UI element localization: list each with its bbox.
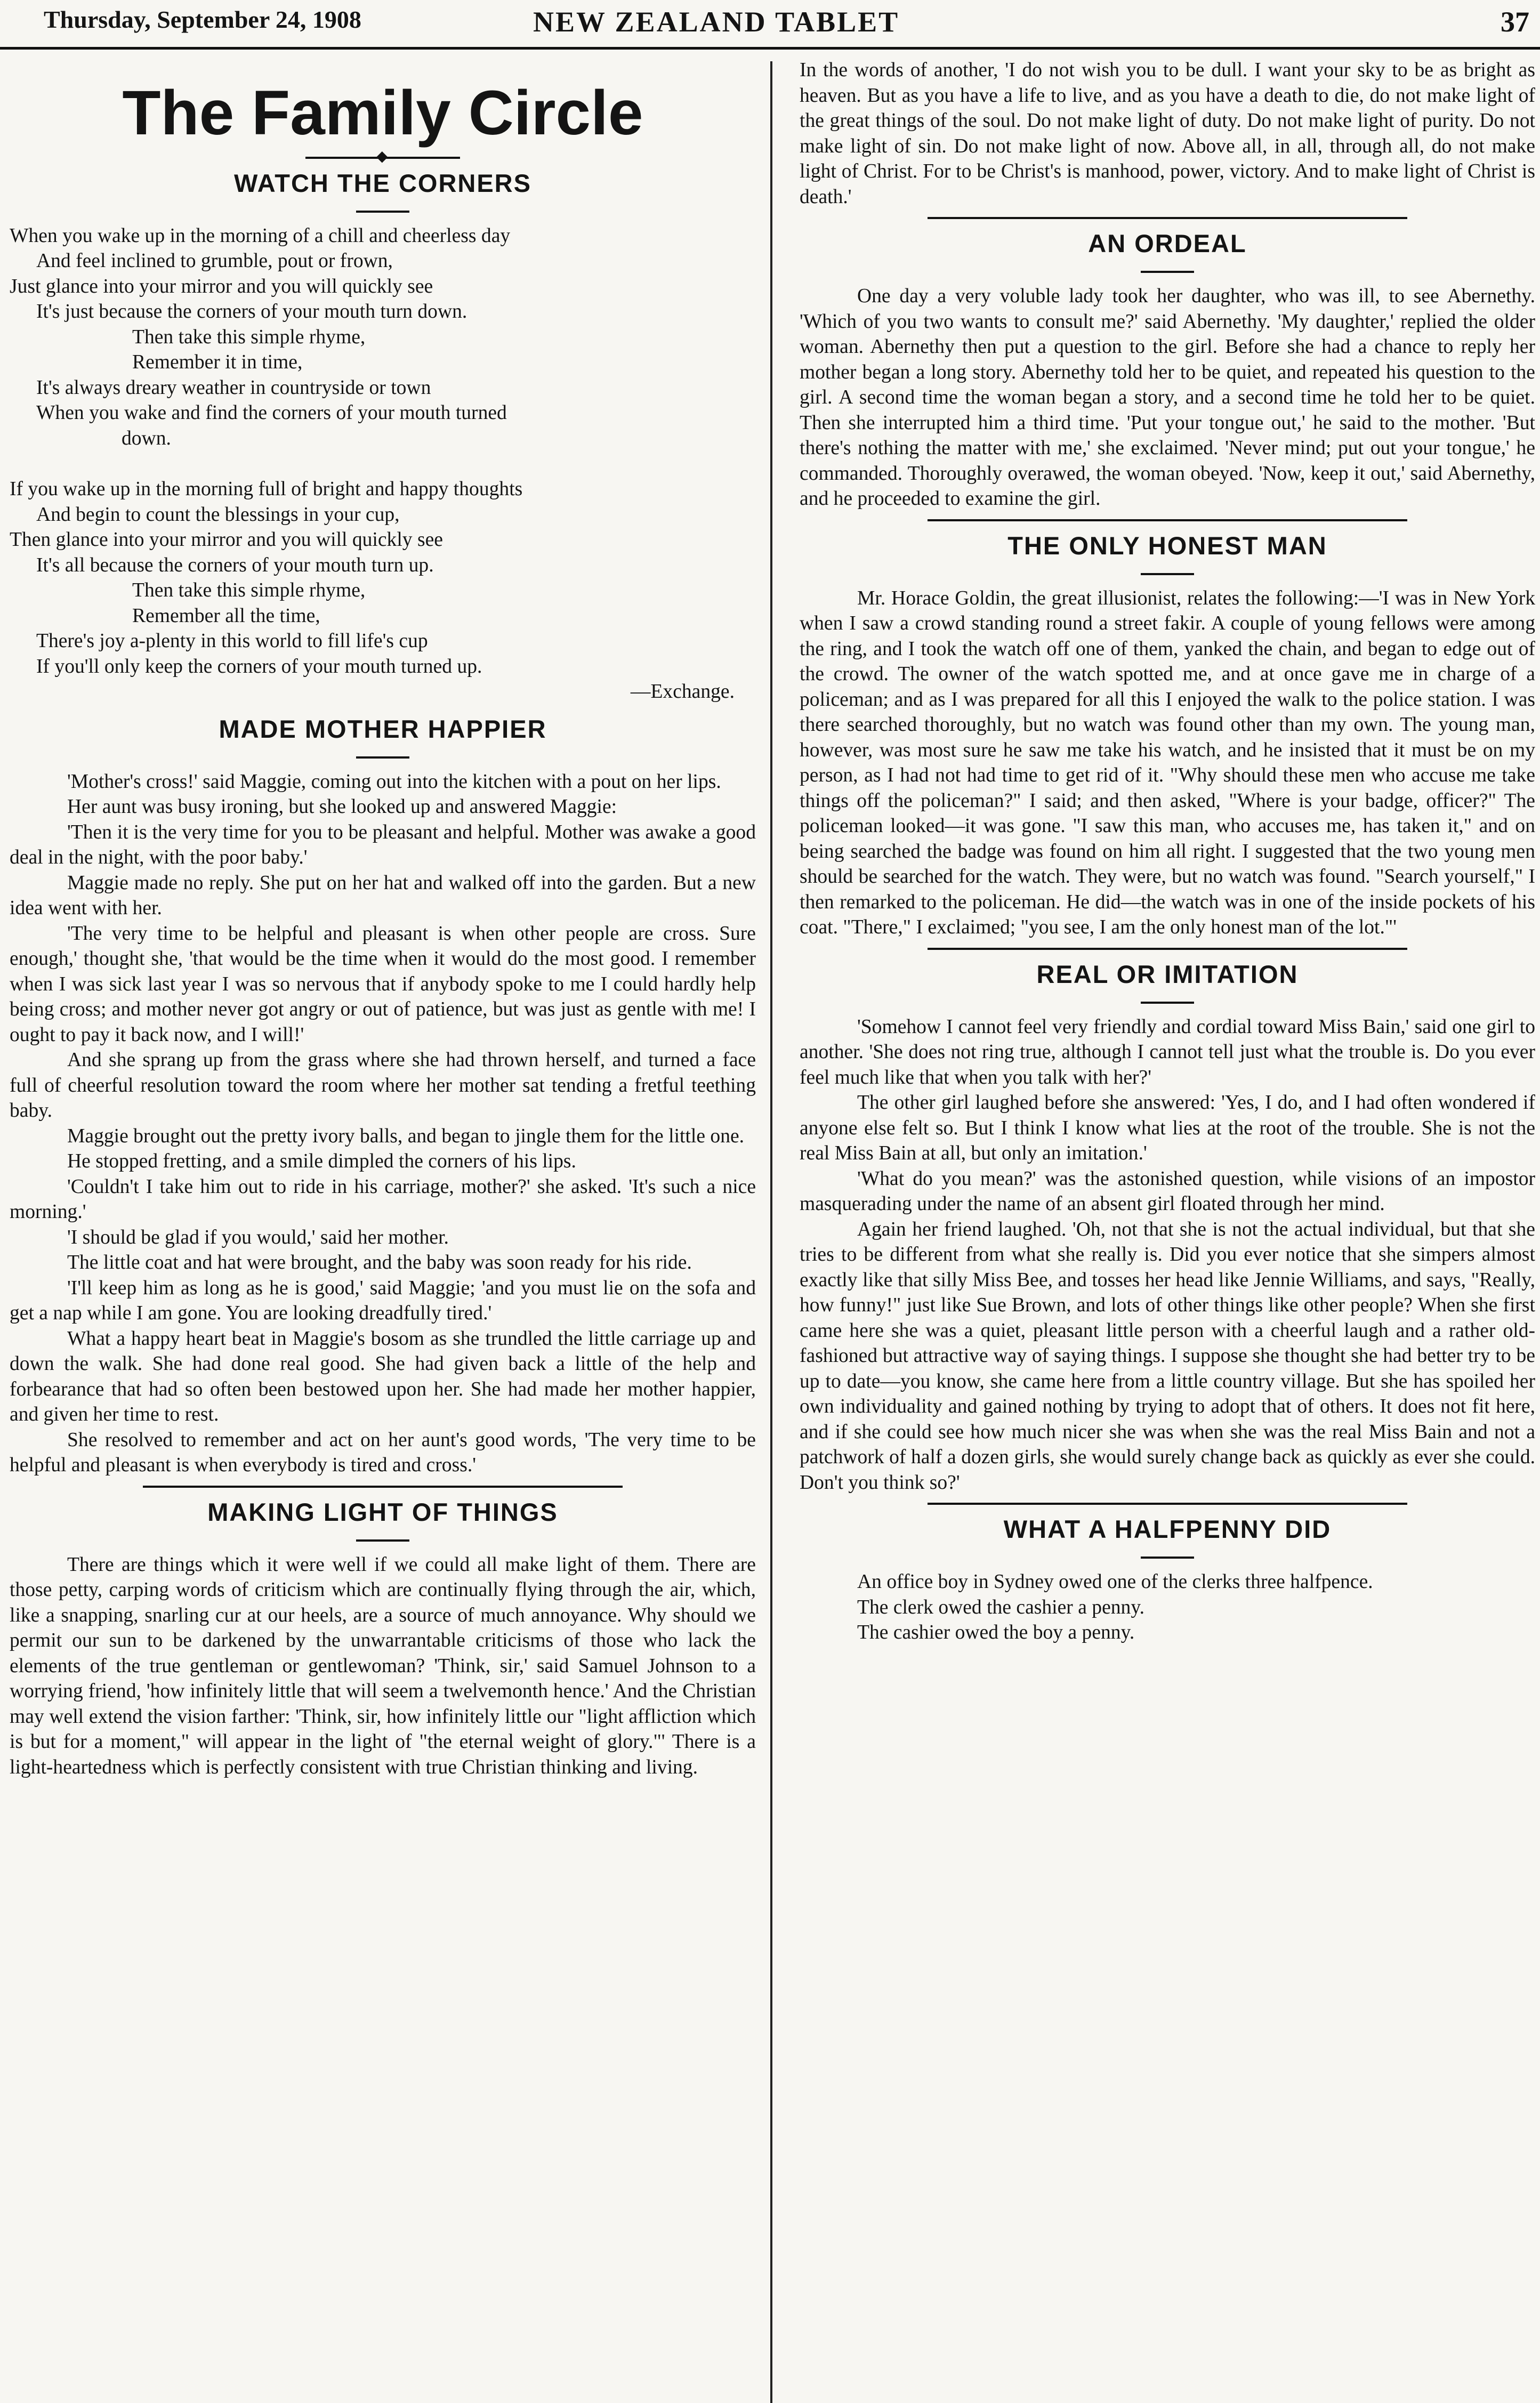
paragraph: Mr. Horace Goldin, the great illusionist, relates the following:—'I was in New York when I saw a crowd standing round a street fakir. A couple of young fellows were among the ring, and I took the watch off one of them, yanked the chain, and began to edge out of the crowd. The owner of the watch spotted me, and at once gave me in charge of a policeman; and as I was prepared for all this I enjoyed the walk to the police station. I was there searched thoroughly, but no watch was found other than my own. The young man, however, was most sure he saw me take his watch, and he insisted that it must be on my person, as I had not had time to get rid of it. "Why should these men who accuse me take things off the policeman?" I said; and then asked, "Where is your badge, officer?" The policeman looked—it was gone. "I saw this man, who accuses me, has taken it," and on being searched the badge was found on him all right. I suggested that the two young men should be searched for the watch. They were, but no watch was found. "Search yourself," I then remarked to the policeman. He did—the watch was in one of the inside pockets of his coat. "There," I exclaimed; "you see, I am the only honest man of the lot."' [800, 587, 1535, 938]
paragraph: Maggie brought out the pretty ivory balls, and began to jingle them for the little one. [67, 1125, 745, 1147]
left-column [10, 58, 756, 2403]
article-title-real-or-imitation: REAL OR IMITATION [1036, 959, 1299, 988]
section-rule [928, 217, 1407, 219]
paragraph: The other girl laughed before she answered: 'Yes, I do, and I had often wondered if anyone else felt so. But I think I know what lies at the root of the trouble. She is not the real Miss Bain at all, but only an imitation.' [800, 1092, 1535, 1164]
paragraph: 'Couldn't I take him out to ride in his carriage, mother?' she asked. 'It's such a nice morning.' [10, 1175, 756, 1223]
paragraph: She resolved to remember and act on her aunt's good words, 'The very time to be helpful and pleasant is when everybody is tired and cross.' [10, 1429, 756, 1477]
title-rule [1141, 573, 1194, 575]
page-number: 37 [1501, 6, 1529, 38]
title-rule [356, 756, 409, 759]
page-header [0, 0, 1540, 53]
paragraph: 'What do you mean?' was the astonished question, while visions of an impostor masquerading under the name of an absent girl floated through her mind. [800, 1167, 1535, 1215]
poem-line: Then take this simple rhyme, [132, 579, 366, 602]
poem-line: Remember all the time, [132, 604, 320, 627]
article-title-making-light-of-things: MAKING LIGHT OF THINGS [207, 1497, 558, 1526]
poem-line: And feel inclined to grumble, pout or frown, [36, 250, 393, 272]
paragraph: In the words of another, 'I do not wish you to be dull. I want your sky to be as bright as heaven. But as you have a life to live, and as you have a death to die, do not make light of the great things of the soul. Do not make light of duty. Do not make light of purity. Do not make light of sin. Do not make light of now. Above all, in all, through all, do not make light of Christ. For to be Christ's is manhood, power, victory. And to make light of Christ is death.' [800, 59, 1535, 208]
poem-line: If you wake up in the morning full of bright and happy thoughts [10, 478, 523, 501]
poem-line: down. [122, 427, 171, 449]
poem-line: Remember it in time, [132, 351, 303, 374]
poem-line: Then glance into your mirror and you will quickly see [10, 529, 443, 551]
paragraph: 'I'll keep him as long as he is good,' said Maggie; 'and you must lie on the sofa and get a nap while I am gone. You are looking dreadfully tired.' [10, 1277, 756, 1325]
column-divider [770, 61, 772, 2403]
section-rule [143, 1486, 623, 1488]
poem-line: Just glance into your mirror and you will quickly see [10, 275, 433, 297]
paragraph: One day a very voluble lady took her daughter, who was ill, to see Abernethy. 'Which of you two wants to consult me?' said Abernethy. 'My daughter,' replied the older woman. Abernethy then put a question to the girl. Before she had a chance to reply her mother began a long story. Abernethy told her to be quiet, and repeated his question to the girl. A second time the woman began a story, and a second time he told her to be quiet. Then she interrupted him a third time. 'Put your tongue out,' he said to the mother. 'But there's nothing the matter with me,' she exclaimed. 'Never mind; put out your tongue,' he commanded. Thoroughly overawed, the woman obeyed. 'Now, keep it out,' said Abernethy, and he proceeded to examine the girl. [800, 285, 1535, 510]
section-rule [928, 948, 1407, 950]
poem-line: And begin to count the blessings in your cup, [36, 503, 400, 526]
masthead-ornament [305, 157, 460, 159]
paragraph: The cashier owed the boy a penny. [857, 1622, 1135, 1643]
title-rule [356, 211, 409, 213]
article-title-the-only-honest-man: THE ONLY HONEST MAN [1007, 531, 1327, 560]
poem-line: It's all because the corners of your mouth turn up. [36, 554, 434, 576]
article-title-made-mother-happier: MADE MOTHER HAPPIER [219, 714, 547, 743]
poem-line: It's just because the corners of your mouth turn down. [36, 301, 467, 323]
section-rule [928, 1503, 1407, 1505]
article-title-watch-the-corners: WATCH THE CORNERS [234, 168, 531, 197]
poem-stanza-2 [10, 477, 756, 679]
paragraph: 'The very time to be helpful and pleasant is when other people are cross. Sure enough,' thought she, 'that would be the time when it would do the most good. I remember when I was sick last year I was so nervous that if anybody spoke to me I could hardly help being cross; and mother never got angry or out of patience, but was just as gentle with me! I ought to pay it back now, and I will!' [10, 922, 756, 1046]
poem-credit: —Exchange. [630, 681, 735, 703]
poem-line: When you wake and find the corners of your mouth turned [36, 402, 507, 424]
title-rule [1141, 1002, 1194, 1004]
article-title-an-ordeal: AN ORDEAL [1088, 229, 1247, 257]
paragraph: He stopped fretting, and a smile dimpled the corners of his lips. [67, 1150, 576, 1173]
publication-title: NEW ZEALAND TABLET [533, 6, 900, 38]
paragraph: What a happy heart beat in Maggie's bosom as she trundled the little carriage up and down the walk. She had done real good. She had given back a little of the help and forbearance that had so often been bestowed upon her. She had made her mother happier, and given her time to rest. [10, 1327, 756, 1426]
paragraph: An office boy in Sydney owed one of the clerks three halfpence. [857, 1571, 1373, 1593]
section-rule [928, 519, 1407, 521]
header-rule [0, 47, 1540, 50]
poem-line: There's joy a-plenty in this world to fill life's cup [36, 630, 428, 652]
issue-date: Thursday, September 24, 1908 [44, 6, 361, 33]
title-rule [1141, 271, 1194, 273]
right-column [800, 58, 1535, 2403]
article-title-what-a-halfpenny-did: WHAT A HALFPENNY DID [1003, 1515, 1332, 1543]
poem-line: Then take this simple rhyme, [132, 326, 366, 348]
poem-line: When you wake up in the morning of a chill and cheerless day [10, 224, 511, 247]
poem-stanza-1 [10, 223, 756, 451]
poem-line: It's always dreary weather in countryside or town [36, 376, 431, 399]
paragraph: 'I should be glad if you would,' said her mother. [67, 1226, 449, 1248]
paragraph: There are things which it were well if we could all make light of them. There are those petty, carping words of criticism which are continually flying through the air, which, like a snapping, snarling cur at our heels, are a source of much annoyance. Why should we permit our sun to be darkened by the unwarrantable criticisms of those who lack the elements of the true gentleman or gentlewoman? 'Think, sir,' said Samuel Johnson to a worrying friend, 'how infinitely little that will seem a twelvemonth hence.' And the Christian may well extend the vision farther: 'Think, sir, how infinitely little our "light affliction which is but for a moment," will appear in the light of "the eternal weight of glory."' There is a light-heartedness which is perfectly consistent with true Christian thinking and living. [10, 1553, 756, 1778]
paragraph: 'Then it is the very time for you to be pleasant and helpful. Mother was awake a good deal in the night, with the poor baby.' [10, 821, 756, 869]
paragraph: Again her friend laughed. 'Oh, not that she is not the actual individual, but that she tries to be different from what she really is. Did you ever notice that she simpers almost exactly like that silly Miss Bee, and tosses her head like Jennie Williams, and says, "Really, how funny!" just like Sue Brown, and lots of other things like other people? When she first came here she was a quiet, pleasant little person with a cheerful laugh and a rather old-fashioned but attractive way of saying things. I suppose she thought she had better try to be up to date—you know, she came here from a little country village. But she has spoiled her own individuality and gained nothing by trying to adopt that of others. It does not fit here, and if she could see how much nicer she was when she was the real Miss Bain and not a patchwork of half a dozen girls, she would surely change back as quickly as ever she could. Don't you think so?' [800, 1218, 1535, 1494]
paragraph: 'Mother's cross!' said Maggie, coming out into the kitchen with a pout on her lips. [67, 770, 721, 793]
section-masthead: The Family Circle [122, 78, 643, 148]
title-rule [356, 1539, 409, 1542]
paragraph: Her aunt was busy ironing, but she looked up and answered Maggie: [67, 796, 617, 818]
paragraph: 'Somehow I cannot feel very friendly and cordial toward Miss Bain,' said one girl to another. 'She does not ring true, although I cannot tell just what the trouble is. Do you ever feel much like that when you talk with her?' [800, 1015, 1535, 1088]
paragraph: Maggie made no reply. She put on her hat and walked off into the garden. But a new idea went with her. [10, 872, 756, 920]
paragraph: The clerk owed the cashier a penny. [857, 1596, 1145, 1618]
paragraph: The little coat and hat were brought, and the baby was soon ready for his ride. [67, 1252, 692, 1274]
paragraph: And she sprang up from the grass where she had thrown herself, and turned a face full of cheerful resolution toward the room where her mother sat tending a fretful teething baby. [10, 1049, 756, 1122]
title-rule [1141, 1557, 1194, 1559]
poem-line: If you'll only keep the corners of your mouth turned up. [36, 655, 482, 678]
